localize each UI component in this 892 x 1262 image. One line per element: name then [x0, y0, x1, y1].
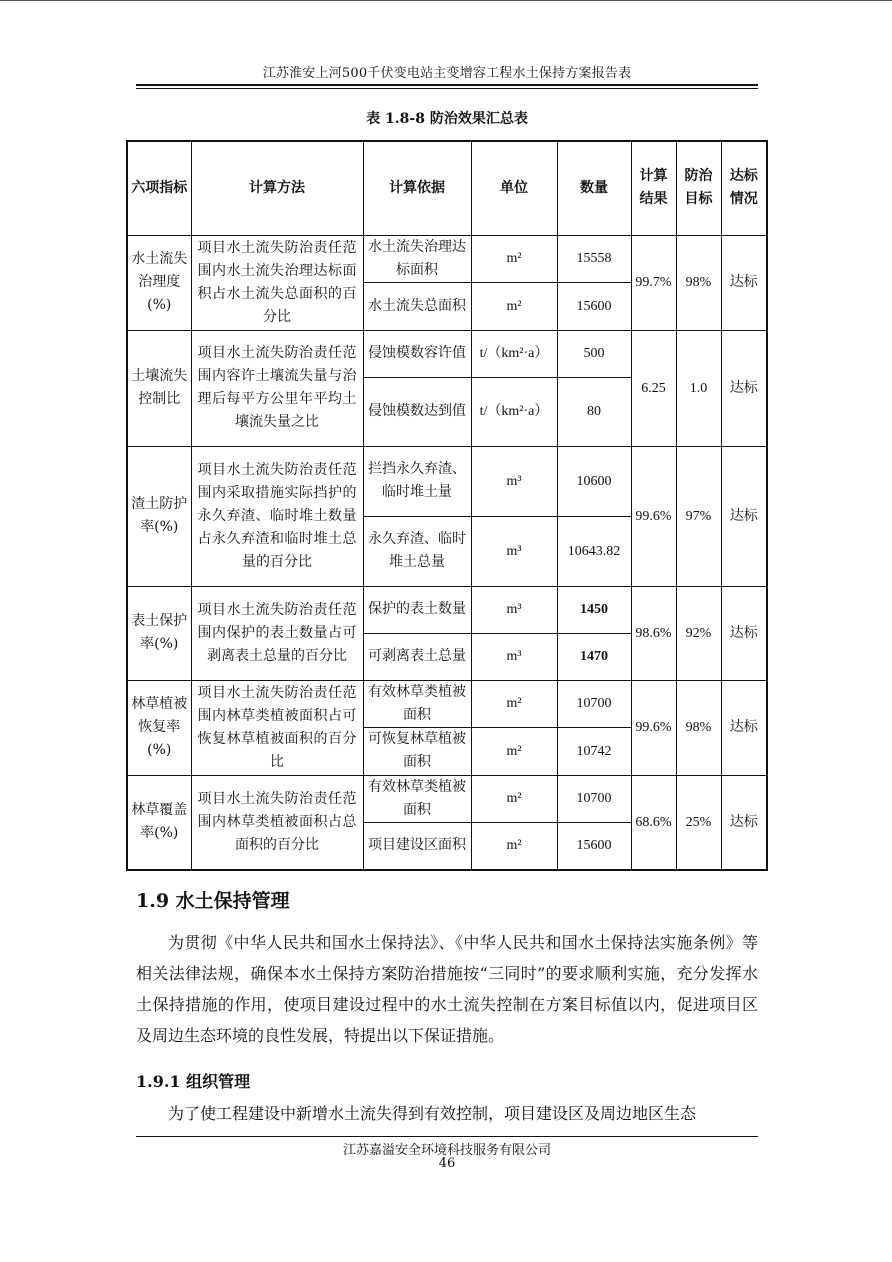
- quantity-cell: 15600: [557, 822, 631, 870]
- subsection-paragraph: 为了使工程建设中新增水土流失得到有效控制，项目建设区及周边地区生态: [168, 1104, 697, 1123]
- unit-cell: t/（km²·a）: [471, 377, 557, 446]
- quantity-cell: 1470: [557, 633, 631, 680]
- result-cell: 6.25: [631, 330, 676, 446]
- table-row: [127, 446, 767, 516]
- running-header: 江苏淮安上河500千伏变电站主变增容工程水土保持方案报告表: [262, 66, 632, 81]
- basis-cell: 可剥离表土总量: [363, 633, 471, 680]
- unit-cell: m³: [471, 586, 557, 633]
- table-header-row: [127, 141, 767, 235]
- footer-company: 江苏嘉溢安全环境科技服务有限公司: [342, 1143, 551, 1158]
- quantity-cell: 1450: [557, 586, 631, 633]
- unit-cell: m³: [471, 633, 557, 680]
- result-cell: 99.6%: [631, 446, 676, 586]
- footer-rule: [136, 1136, 758, 1137]
- indicator-cell: 水土流失治理度(%): [127, 235, 191, 330]
- indicator-cell: 渣土防护率(%): [127, 446, 191, 586]
- quantity-cell: 80: [557, 377, 631, 446]
- effect-summary-table: [126, 140, 768, 871]
- unit-cell: t/（km²·a）: [471, 330, 557, 377]
- header-method: 计算方法: [191, 141, 363, 235]
- subsection-heading: 1.9.1 组织管理: [136, 1072, 251, 1091]
- method-cell: 项目水土流失防治责任范围内容许土壤流失量与治理后每平方公里年平均土壤流失量之比: [191, 330, 363, 446]
- status-cell: 达标: [721, 330, 767, 446]
- basis-cell: 有效林草类植被面积: [363, 775, 471, 822]
- header-rule-thick: [136, 84, 758, 86]
- header-rule-thin: [136, 88, 758, 89]
- basis-cell: 有效林草类植被面积: [363, 680, 471, 727]
- indicator-cell: 土壤流失控制比: [127, 330, 191, 446]
- unit-cell: m²: [471, 680, 557, 727]
- quantity-cell: 10742: [557, 727, 631, 775]
- header-indicator: 六项指标: [127, 141, 191, 235]
- method-cell: 项目水土流失防治责任范围内保护的表土数量占可剥离表土总量的百分比: [191, 586, 363, 680]
- target-cell: 98%: [676, 235, 721, 330]
- method-cell: 项目水土流失防治责任范围内水土流失治理达标面积占水土流失总面积的百分比: [191, 235, 363, 330]
- target-cell: 98%: [676, 680, 721, 775]
- indicator-cell: 林草植被恢复率(%): [127, 680, 191, 775]
- table-row: [127, 775, 767, 822]
- quantity-cell: 10643.82: [557, 516, 631, 586]
- table-row: [127, 235, 767, 282]
- quantity-cell: 500: [557, 330, 631, 377]
- page-number: 46: [438, 1156, 456, 1171]
- basis-cell: 侵蚀模数达到值: [363, 377, 471, 446]
- basis-cell: 拦挡永久弃渣、临时堆土量: [363, 446, 471, 516]
- unit-cell: m²: [471, 775, 557, 822]
- header-status: 达标情况: [721, 141, 767, 235]
- basis-cell: 永久弃渣、临时堆土总量: [363, 516, 471, 586]
- table-row: [127, 586, 767, 633]
- header-unit: 单位: [471, 141, 557, 235]
- basis-cell: 保护的表土数量: [363, 586, 471, 633]
- table-row: [127, 330, 767, 377]
- top-edge-rule: [0, 0, 892, 1]
- indicator-cell: 表土保护率(%): [127, 586, 191, 680]
- header-basis: 计算依据: [363, 141, 471, 235]
- header-target: 防治目标: [676, 141, 721, 235]
- header-result: 计算结果: [631, 141, 676, 235]
- status-cell: 达标: [721, 775, 767, 870]
- section-heading: 1.9 水土保持管理: [136, 890, 290, 912]
- status-cell: 达标: [721, 680, 767, 775]
- unit-cell: m³: [471, 516, 557, 586]
- basis-cell: 水土流失治理达标面积: [363, 235, 471, 282]
- quantity-cell: 10700: [557, 680, 631, 727]
- status-cell: 达标: [721, 586, 767, 680]
- unit-cell: m²: [471, 235, 557, 282]
- result-cell: 99.6%: [631, 680, 676, 775]
- indicator-cell: 林草覆盖率(%): [127, 775, 191, 870]
- status-cell: 达标: [721, 446, 767, 586]
- basis-cell: 水土流失总面积: [363, 282, 471, 330]
- result-cell: 68.6%: [631, 775, 676, 870]
- result-cell: 99.7%: [631, 235, 676, 330]
- target-cell: 92%: [676, 586, 721, 680]
- method-cell: 项目水土流失防治责任范围内林草类植被面积占可恢复林草植被面积的百分比: [191, 680, 363, 775]
- result-cell: 98.6%: [631, 586, 676, 680]
- quantity-cell: 10600: [557, 446, 631, 516]
- unit-cell: m²: [471, 727, 557, 775]
- unit-cell: m³: [471, 446, 557, 516]
- section-paragraph: 为贯彻《中华人民共和国水土保持法》、《中华人民共和国水土保持法实施条例》等相关法律法规，确保本水土保持方案防治措施按“三同时”的要求顺利实施，充分发挥水土保持措施的作用，使项目建设过程中的水土流失控制在方案目标值以内，促进项目区及周边生态环境的良性发展，特提出以下保证措施。: [136, 933, 758, 1045]
- unit-cell: m²: [471, 282, 557, 330]
- basis-cell: 侵蚀模数容许值: [363, 330, 471, 377]
- header-quantity: 数量: [557, 141, 631, 235]
- quantity-cell: 15558: [557, 235, 631, 282]
- quantity-cell: 15600: [557, 282, 631, 330]
- target-cell: 25%: [676, 775, 721, 870]
- basis-cell: 项目建设区面积: [363, 822, 471, 870]
- target-cell: 1.0: [676, 330, 721, 446]
- target-cell: 97%: [676, 446, 721, 586]
- unit-cell: m²: [471, 822, 557, 870]
- table-row: [127, 680, 767, 727]
- basis-cell: 可恢复林草植被面积: [363, 727, 471, 775]
- table-caption: 表 1.8-8 防治效果汇总表: [366, 111, 528, 127]
- method-cell: 项目水土流失防治责任范围内林草类植被面积占总面积的百分比: [191, 775, 363, 870]
- method-cell: 项目水土流失防治责任范围内采取措施实际挡护的永久弃渣、临时堆土数量占永久弃渣和临时堆土总量的百分比: [191, 446, 363, 586]
- quantity-cell: 10700: [557, 775, 631, 822]
- status-cell: 达标: [721, 235, 767, 330]
